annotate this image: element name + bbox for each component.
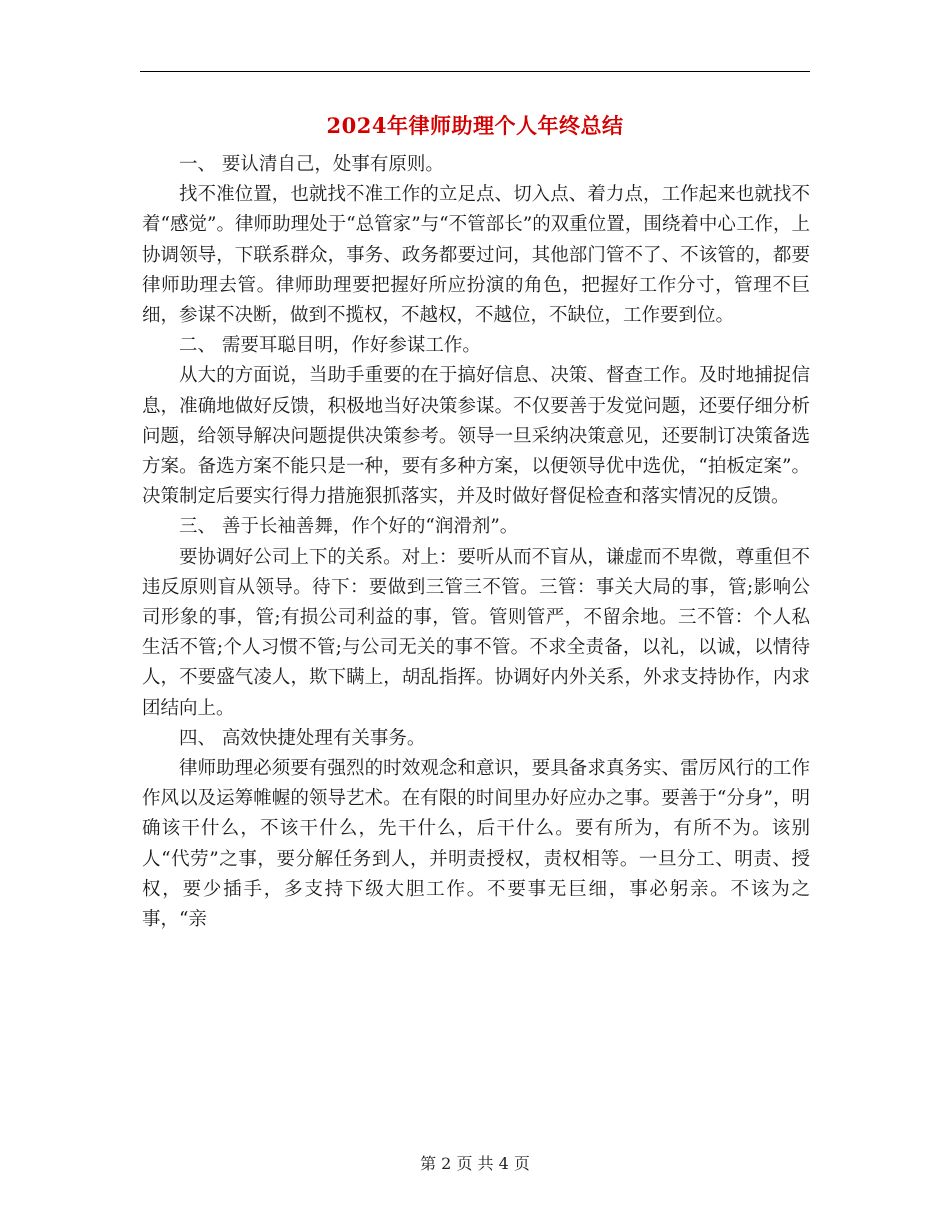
- paragraph-1: 找不准位置，也就找不准工作的立足点、切入点、着力点，工作起来也就找不着“感觉”。律师助理处于“总管家”与“不管部长”的双重位置，围绕着中心工作，上协调领导，下联系群众，事务、政务都要过问，其他部门管不了、不该管的，都要律师助理去管。律师助理要把握好所应扮演的角色，把握好工作分寸，管理不巨细，参谋不决断，做到不揽权，不越权，不越位，不缺位，工作要到位。: [142, 184, 810, 327]
- document-body: [142, 150, 810, 935]
- section-heading-3: 三、 善于长袖善舞，作个好的“润滑剂”。: [179, 516, 519, 538]
- section-heading-4: 四、 高效快捷处理有关事务。: [179, 727, 426, 749]
- section-heading-1: 一、 要认清自己，处事有原则。: [179, 154, 444, 175]
- section-heading-2: 二、 需要耳聪目明，作好参谋工作。: [179, 335, 481, 357]
- paragraph-3: 要协调好公司上下的关系。对上：要听从而不盲从，谦虚而不卑微，尊重但不违反原则盲从领导。待下：要做到三管三不管。三管：事关大局的事，管;影响公司形象的事，管;有损公司利益的事，管。管则管严，不留余地。三不管：个人私生活不管;个人习惯不管;与公司无关的事不管。不求全责备，以礼，以诚，以情待人，不要盛气凌人，欺下瞒上，胡乱指挥。协调好内外关系，外求支持协作，内求团结向上。: [142, 546, 810, 719]
- paragraph-2: 从大的方面说，当助手重要的在于搞好信息、决策、督查工作。及时地捕捉信息，准确地做好反馈，积极地当好决策参谋。不仅要善于发觉问题，还要仔细分析问题，给领导解决问题提供决策参考。领导一旦采纳决策意见，还要制订决策备选方案。备选方案不能只是一种，要有多种方案，以便领导优中选优，“拍板定案”。决策制定后要实行得力措施狠抓落实，并及时做好督促检查和落实情况的反馈。: [142, 365, 810, 508]
- page-footer: 第 2 页 共 4 页: [420, 1154, 530, 1173]
- document-title: 2024年律师助理个人年终总结: [326, 113, 624, 138]
- paragraph-4: 律师助理必须要有强烈的时效观念和意识，要具备求真务实、雷厉风行的工作作风以及运筹帷幄的领导艺术。在有限的时间里办好应办之事。要善于“分身”，明确该干什么，不该干什么，先干什么，后干什么。要有所为，有所不为。该别人“代劳”之事，要分解任务到人，并明责授权，责权相等。一旦分工、明责、授权，要少插手，多支持下级大胆工作。不要事无巨细，事必躬亲。不该为之事，“亲: [142, 758, 810, 931]
- header-rule: [140, 71, 810, 72]
